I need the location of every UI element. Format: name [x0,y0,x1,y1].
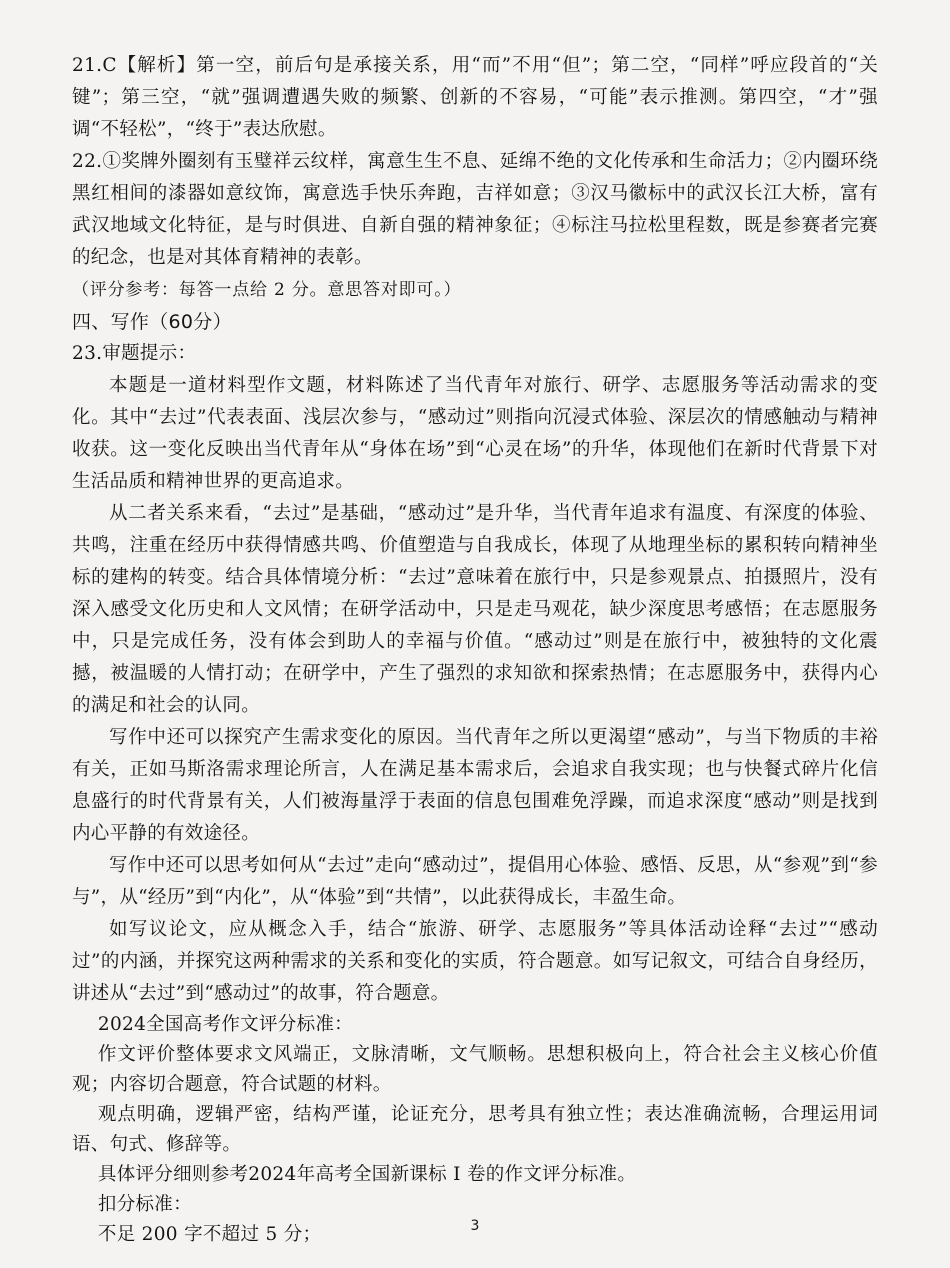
standard-title: 2024全国高考作文评分标准： [97,1014,353,1035]
detail-line: 具体评分细则参考2024年高考全国新课标 Ⅰ 卷的作文评分标准。 [97,1164,637,1185]
writing-paragraph: 如写议论文，应从概念入手，结合“旅游、研学、志愿服务”等具体活动诠释“去过”“感动过”的内涵，并探究这两种需求的关系和变化的实质，符合题意。如写记叙文，可结合自身经历，讲述从“去过”到“感动过”的故事，符合题意。 [72,919,878,1004]
writing-paragraph: 写作中还可以思考如何从“去过”走向“感动过”，提倡用心体验、感悟、反思，从“参观”到“参与”，从“经历”到“内化”，从“体验”到“共情”，以此获得成长，丰盈生命。 [72,855,878,908]
q23-label: 23.审题提示： [72,343,197,364]
standard-paragraph: 作文评价整体要求文风端正，文脉清晰，文气顺畅。思想积极向上，符合社会主义核心价值观；内容切合题意，符合试题的材料。 [72,1044,878,1095]
q21-answer: 21.C【解析】第一空，前后句是承接关系，用“而”不用“但”；第二空，“同样”呼应段首的“关键”；第三空，“就”强调遭遇失败的频繁、创新的不容易，“可能”表示推测。第四空，“才”强调“不轻松”，“终于”表达欣慰。 [72,55,878,140]
writing-paragraph: 本题是一道材料型作文题，材料陈述了当代青年对旅行、研学、志愿服务等活动需求的变化。其中“去过”代表表面、浅层次参与，“感动过”则指向沉浸式体验、深层次的情感触动与精神收获。这一变化反映出当代青年从“身体在场”到“心灵在场”的升华，体现他们在新时代背景下对生活品质和精神世界的更高追求。 [72,375,878,492]
deduction-item: 不足 200 字不超过 5 分； [97,1224,322,1245]
page-number: 3 [470,1218,480,1234]
q22-scoring-note: （评分参考：每答一点给 2 分。意思答对即可。） [72,280,462,300]
standard-paragraph: 观点明确，逻辑严密，结构严谨，论证充分，思考具有独立性；表达准确流畅，合理运用词语、句式、修辞等。 [72,1104,878,1155]
writing-paragraph: 从二者关系来看，“去过”是基础，“感动过”是升华，当代青年追求有温度、有深度的体验、共鸣，注重在经历中获得情感共鸣、价值塑造与自我成长，体现了从地理坐标的累积转向精神坐标的建构的转变。结合具体情境分析：“去过”意味着在旅行中，只是参观景点、拍摄照片，没有深入感受文化历史和人文风情；在研学活动中，只是走马观花，缺少深度思考感悟；在志愿服务中，只是完成任务，没有体会到助人的幸福与价值。“感动过”则是在旅行中，被独特的文化震撼，被温暖的人情打动；在研学中，产生了强烈的求知欲和探索热情；在志愿服务中，获得内心的满足和社会的认同。 [72,503,878,716]
deduction-title: 扣分标准： [97,1194,192,1215]
q22-answer: 22.①奖牌外圈刻有玉璧祥云纹样，寓意生生不息、延绵不绝的文化传承和生命活力；②内圈环绕黑红相间的漆器如意纹饰，寓意选手快乐奔跑，吉祥如意；③汉马徽标中的武汉长江大桥，富有武汉地域文化特征，是与时俱进、自新自强的精神象征；④标注马拉松里程数，既是参赛者完赛的纪念，也是对其体育精神的表彰。 [72,151,878,268]
writing-section-title: 四、写作（60分） [72,311,232,333]
writing-paragraph: 写作中还可以探究产生需求变化的原因。当代青年之所以更渴望“感动”，与当下物质的丰裕有关，正如马斯洛需求理论所言，人在满足基本需求后，会追求自我实现；也与快餐式碎片化信息盛行的时代背景有关，人们被海量浮于表面的信息包围难免浮躁，而追求深度“感动”则是找到内心平静的有效途径。 [72,727,878,844]
